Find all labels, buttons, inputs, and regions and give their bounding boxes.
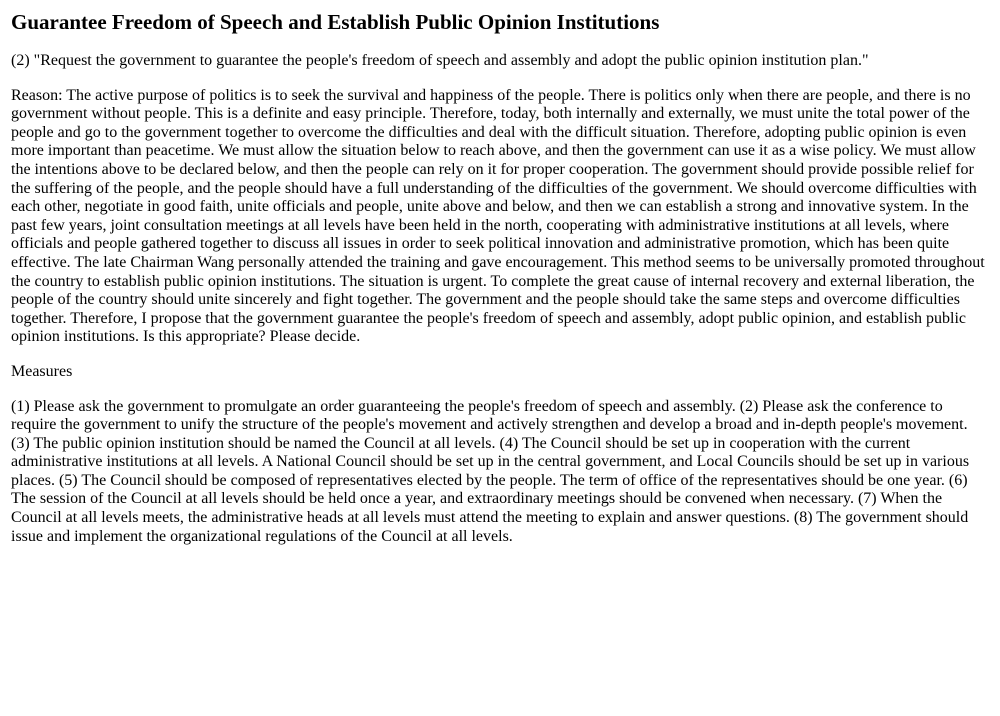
reason-paragraph: Reason: The active purpose of politics is to seek the survival and happiness of the people. There is politics only when there are people, and there is no government without people. This is a definite and easy principle. Therefore, today, both internally and externally, we must unite the total power of the people and go to the government together to overcome the difficulties and deal with the difficult situation. Therefore, adopting public opinion is even more important than peacetime. We must allow the situation below to reach above, and then the government can use it as a wise policy. We must allow the intentions above to be declared below, and then the people can rely on it for proper cooperation. The government should provide possible relief for the suffering of the people, and the people should have a full understanding of the difficulties of the government. We should overcome difficulties with each other, negotiate in good faith, unite officials and people, unite above and below, and then we can establish a strong and innovative system. In the past few years, joint consultation meetings at all levels have been held in the north, cooperating with administrative institutions at all levels, where officials and people gathered together to discuss all issues in order to seek political innovation and administrative promotion, which has been quite effective. The late Chairman Wang personally attended the training and gave encouragement. This method seems to be universally promoted throughout the country to establish public opinion institutions. The situation is urgent. To complete the great cause of internal recovery and external liberation, the people of the country should unite sincerely and fight together. The government and the people should take the same steps and overcome difficulties together. Therefore, I propose that the government guarantee the people's freedom of speech and assembly, adopt public opinion, and establish public opinion institutions. Is this appropriate? Please decide. <box>11 86 985 346</box>
measures-heading: Measures <box>11 362 73 380</box>
proposal-paragraph: (2) "Request the government to guarantee the people's freedom of speech and assembly and adopt the public opinion institution plan." <box>11 52 869 69</box>
document-title: Guarantee Freedom of Speech and Establish Public Opinion Institutions <box>11 10 660 34</box>
measures-paragraph: (1) Please ask the government to promulgate an order guaranteeing the people's freedom of speech and assembly. (2) Please ask the conference to require the government to unify the structure of the people's movement and actively strengthen and develop a broad and in-depth people's movement. (3) The public opinion institution should be named the Council at all levels. (4) The Council should be set up in cooperation with the current administrative institutions at all levels. A National Council should be set up in the central government, and Local Councils should be set up in various places. (5) The Council should be composed of representatives elected by the people. The term of office of the representatives should be one year. (6) The session of the Council at all levels should be held once a year, and extraordinary meetings should be convened when necessary. (7) When the Council at all levels meets, the administrative heads at all levels must attend the meeting to explain and answer questions. (8) The government should issue and implement the organizational regulations of the Council at all levels. <box>11 397 970 545</box>
